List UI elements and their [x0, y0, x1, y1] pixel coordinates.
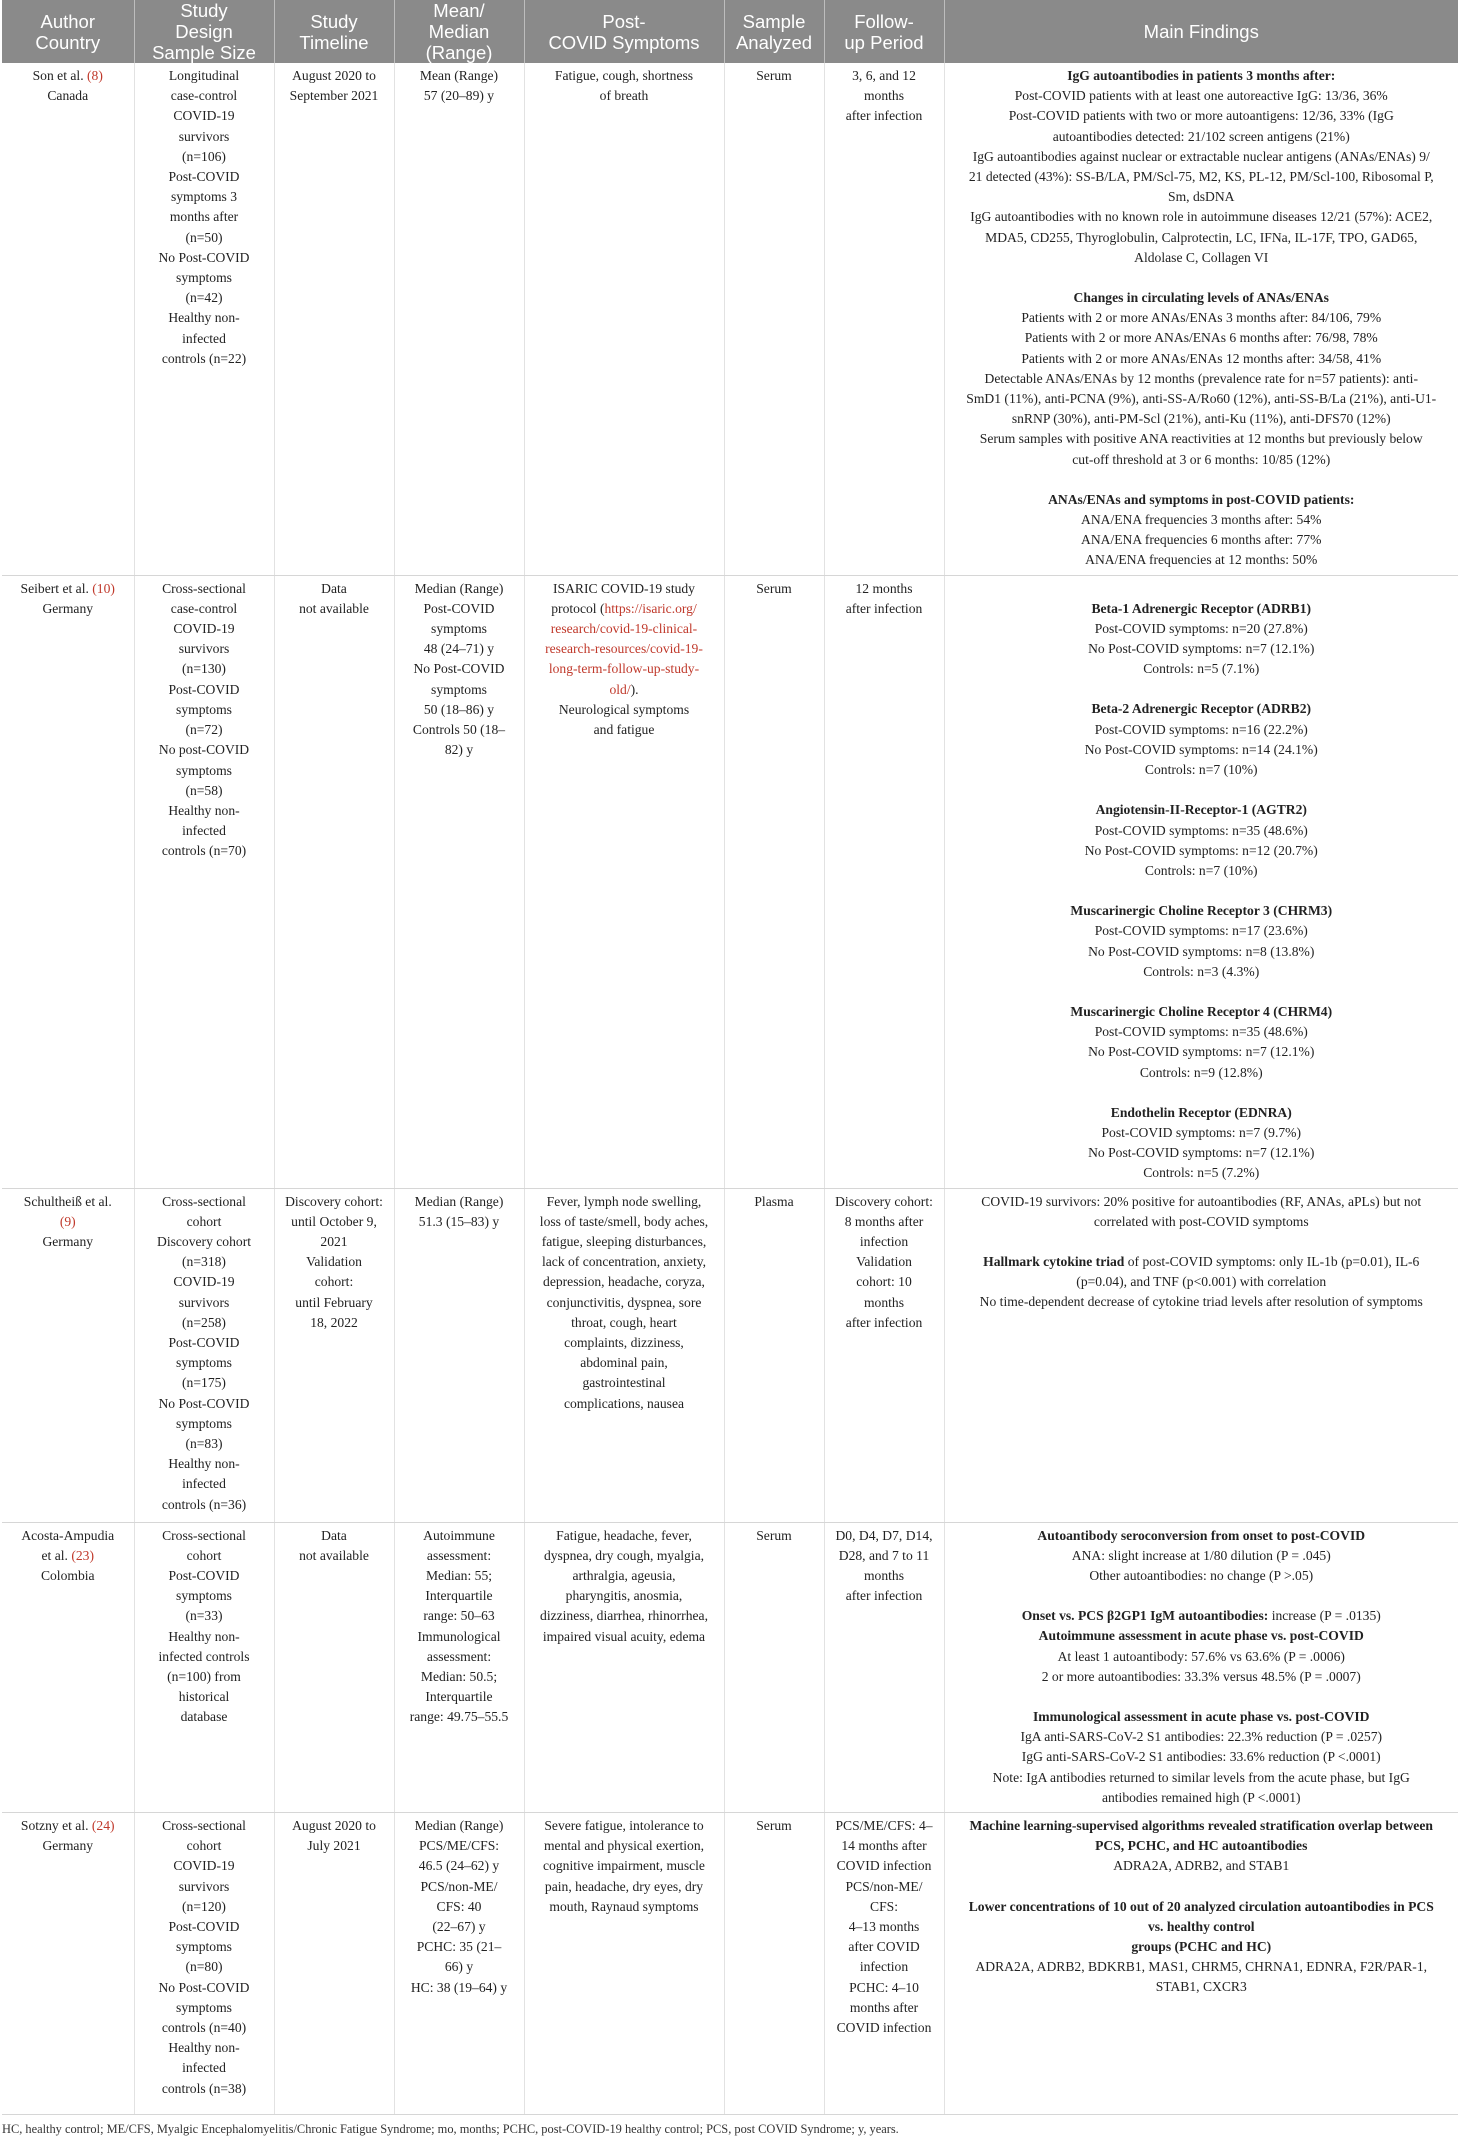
header-study-timeline: Study Timeline — [274, 0, 394, 63]
cell-sample: Serum — [724, 63, 824, 575]
cell-author — [2, 1188, 134, 1522]
cell-design: Cross-sectional cohort Post-COVID symptoms (n=33) Healthy non- infected controls (n=100) from historical database — [134, 1522, 274, 1812]
finding-text: Post-COVID symptoms: n=7 (9.7%) No Post-COVID symptoms: n=7 (12.1%) Controls: n=5 (7.2%) — [1088, 1124, 1315, 1181]
finding-heading — [950, 1606, 1454, 1626]
finding-heading: Angiotensin-II-Receptor-1 (AGTR2) — [1095, 802, 1307, 818]
cell-followup: 12 months after infection — [824, 575, 944, 1188]
finding-text: COVID-19 survivors: 20% positive for autoantibodies (RF, ANAs, aPLs) but not correlated with post-COVID symptoms — [981, 1193, 1422, 1229]
cell-sample: Serum — [724, 1812, 824, 2114]
author-name: Seibert et al. — [20, 580, 89, 596]
finding-heading: Machine learning-supervised algorithms revealed stratification overlap between PCS, PCHC, and HC autoantibodies — [969, 1817, 1433, 1854]
finding-text: ADRA2A, ADRB2, BDKRB1, MAS1, CHRM5, CHRNA1, EDNRA, F2R/PAR-1, STAB1, CXCR3 — [975, 1959, 1428, 1995]
author-country: Colombia — [40, 1567, 95, 1583]
cell-sample: Serum — [724, 1522, 824, 1812]
author-name: Son et al. — [32, 68, 84, 83]
table-row — [2, 575, 1458, 1188]
reference-link[interactable]: (24) — [91, 1817, 115, 1833]
finding-heading: Lower concentrations of 10 out of 20 analyzed circulation autoantibodies in PCS vs. healthy control groups (PCHC and HC) — [968, 1898, 1434, 1954]
cell-timeline: August 2020 to September 2021 — [274, 63, 394, 575]
cell-author — [2, 1812, 134, 2114]
cell-symptoms: Fatigue, headache, fever, dyspnea, dry cough, myalgia, arthralgia, ageusia, pharyngitis, anosmia, dizziness, diarrhea, rhinorrhea, impaired visual acuity, edema — [524, 1522, 724, 1812]
author-name: Acosta-Ampudia et al. — [21, 1527, 115, 1563]
author-country: Germany — [42, 1838, 94, 1854]
finding-text: Post-COVID symptoms: n=35 (48.6%) No Post-COVID symptoms: n=12 (20.7%) Controls: n=7 (10%) — [1084, 822, 1318, 878]
cell-findings — [944, 1188, 1458, 1522]
finding-text: Post-COVID patients with at least one autoreactive IgG: 13/36, 36% Post-COVID patients with two or more autoantigens: 12/36, 33% (IgG autoantibodies detected: 21/102 screen antigens (21%) IgG autoantibodies against nuclear or extractable nuclear antigens (ANAs/ENAs) 9/ 21 detected (43%): SS-B/LA, PM/Scl-75, M2, KS, PL-12, PM/Scl-100, Ribosomal P, Sm, dsDNA IgG autoantibodies with no known role in autoimmune diseases 12/21 (57%): ACE2, MDA5, CD255, Thyroglobulin, Calprotectin, LC, IFNa, IL-17F, TPO, GAD65, Aldolase C, Collagen VI — [968, 88, 1434, 265]
cell-design: Longitudinal case-control COVID-19 survivors (n=106) Post-COVID symptoms 3 months after (n=50) No Post-COVID symptoms (n=42) Healthy non- infected controls (n=22) — [134, 63, 274, 575]
author-country: Canada — [47, 88, 89, 104]
finding-text: ANA: slight increase at 1/80 dilution (P = .045) Other autoantibodies: no change (P >.05) — [1071, 1547, 1331, 1583]
finding-heading: Hallmark cytokine triad — [983, 1253, 1125, 1269]
finding-text: ANA/ENA frequencies 3 months after: 54% ANA/ENA frequencies 6 months after: 77% ANA/ENA frequencies at 12 months: 50% — [1081, 512, 1322, 568]
finding-heading-extra: increase (P = .0135) — [1268, 1608, 1381, 1624]
cell-author — [2, 575, 134, 1188]
finding-heading: Autoantibody seroconversion from onset to post-COVID — [1037, 1527, 1366, 1543]
cell-followup: 3, 6, and 12 months after infection — [824, 63, 944, 575]
finding-heading: Beta-2 Adrenergic Receptor (ADRB2) — [1091, 701, 1312, 717]
header-post-covid-symptoms: Post- COVID Symptoms — [524, 0, 724, 63]
cell-findings — [944, 1522, 1458, 1812]
cell-sample: Serum — [724, 575, 824, 1188]
author-country: Germany — [42, 600, 94, 616]
summary-table — [2, 0, 1458, 2115]
header-author-country: Author Country — [2, 0, 134, 63]
header-row — [2, 0, 1458, 63]
reference-link[interactable]: (10) — [92, 580, 115, 596]
cell-findings — [944, 63, 1458, 575]
finding-text: Post-COVID symptoms: n=17 (23.6%) No Post-COVID symptoms: n=8 (13.8%) Controls: n=3 (4.3%) — [1088, 923, 1315, 979]
header-follow-up-period: Follow- up Period — [824, 0, 944, 63]
finding-heading: IgG autoantibodies in patients 3 months after: — [1067, 68, 1336, 83]
cell-timeline: Data not available — [274, 575, 394, 1188]
reference-link[interactable]: (23) — [71, 1547, 94, 1563]
cell-symptoms: Fatigue, cough, shortness of breath — [524, 63, 724, 575]
cell-mean: Median (Range) Post-COVID symptoms 48 (24–71) y No Post-COVID symptoms 50 (18–86) y Controls 50 (18– 82) y — [394, 575, 524, 1188]
finding-text: IgA anti-SARS-CoV-2 S1 antibodies: 22.3% reduction (P = .0257) IgG anti-SARS-CoV-2 S1 antibodies: 33.6% reduction (P <.0001) Note: IgA antibodies returned to similar levels from the acute phase, but IgG antibodies remained high (P <.0001) — [992, 1729, 1410, 1805]
header-sample-analyzed: Sample Analyzed — [724, 0, 824, 63]
cell-design: Cross-sectional cohort Discovery cohort (n=318) COVID-19 survivors (n=258) Post-COVID symptoms (n=175) No Post-COVID symptoms (n=83) Healthy non- infected controls (n=36) — [134, 1188, 274, 1522]
cell-mean: Mean (Range) 57 (20–89) y — [394, 63, 524, 575]
finding-text: Post-COVID symptoms: n=16 (22.2%) No Post-COVID symptoms: n=14 (24.1%) Controls: n=7 (10%) — [1084, 721, 1318, 778]
symptoms-suffix: ). Neurological symptoms and fatigue — [558, 681, 690, 738]
table-row — [2, 63, 1458, 575]
cell-mean: Autoimmune assessment: Median: 55; Interquartile range: 50–63 Immunological assessment: Median: 50.5; Interquartile range: 49.75–55.5 — [394, 1522, 524, 1812]
author-name: Sotzny et al. — [20, 1817, 89, 1833]
finding-heading: Muscarinergic Choline Receptor 3 (CHRM3) — [1070, 903, 1333, 919]
table-row — [2, 1188, 1458, 1522]
finding-heading: Beta-1 Adrenergic Receptor (ADRB1) — [1091, 600, 1312, 616]
finding-text: At least 1 autoantibody: 57.6% vs 63.6% (P = .0006) 2 or more autoantibodies: 33.3% versus 48.5% (P = .0007) — [1041, 1648, 1361, 1684]
finding-detail: of post-COVID symptoms: only IL-1b (p=0.01), IL-6 (p=0.04), and TNF (p<0.001) with correlation No time-dependent decrease of cytokine triad levels after resolution of symptoms — [979, 1253, 1423, 1310]
cell-findings — [944, 575, 1458, 1188]
finding-text — [950, 1252, 1454, 1313]
cell-design: Cross-sectional case-control COVID-19 survivors (n=130) Post-COVID symptoms (n=72) No post-COVID symptoms (n=58) Healthy non- infected controls (n=70) — [134, 575, 274, 1188]
finding-heading: Immunological assessment in acute phase vs. post-COVID — [1033, 1708, 1370, 1724]
cell-timeline: August 2020 to July 2021 — [274, 1812, 394, 2114]
cell-mean: Median (Range) PCS/ME/CFS: 46.5 (24–62) y PCS/non-ME/ CFS: 40 (22–67) y PCHC: 35 (21– 66) y HC: 38 (19–64) y — [394, 1812, 524, 2114]
header-mean-median: Mean/ Median (Range) — [394, 0, 524, 63]
finding-text: ADRA2A, ADRB2, and STAB1 — [1113, 1858, 1290, 1874]
finding-text: Post-COVID symptoms: n=20 (27.8%) No Post-COVID symptoms: n=7 (12.1%) Controls: n=5 (7.1%) — [1088, 620, 1315, 677]
reference-link[interactable]: (9) — [59, 1213, 76, 1229]
cell-followup: Discovery cohort: 8 months after infection Validation cohort: 10 months after infection — [824, 1188, 944, 1522]
table-footnote: HC, healthy control; ME/CFS, Myalgic Encephalomyelitis/Chronic Fatigue Syndrome; mo, months; PCHC, post-COVID-19 healthy control; PCS, post COVID Syndrome; y, years. — [2, 2121, 899, 2136]
header-main-findings: Main Findings — [944, 0, 1458, 63]
header-study-design: Study Design Sample Size — [134, 0, 274, 63]
finding-heading: Endothelin Receptor (EDNRA) — [1110, 1104, 1292, 1120]
table-row — [2, 1522, 1458, 1812]
cell-symptoms: Fever, lymph node swelling, loss of taste/smell, body aches, fatigue, sleeping disturbances, lack of concentration, anxiety, depression, headache, coryza, conjunctivitis, dyspnea, sore throat, cough, heart complaints, dizziness, abdominal pain, gastrointestinal complications, nausea — [524, 1188, 724, 1522]
cell-sample: Plasma — [724, 1188, 824, 1522]
cell-author — [2, 1522, 134, 1812]
finding-text: Patients with 2 or more ANAs/ENAs 3 months after: 84/106, 79% Patients with 2 or more ANAs/ENAs 6 months after: 76/98, 78% Patients with 2 or more ANAs/ENAs 12 months after: 34/58, 41% Detectable ANAs/ENAs by 12 months (prevalence rate for n=57 patients): anti- SmD1 (11%), anti-PCNA (9%), anti-SS-A/Ro60 (12%), anti-SS-B/La (21%), anti-U1- snRNP (30%), anti-PM-Scl (21%), anti-Ku (11%), anti-DFS70 (12%) Serum samples with positive ANA reactivities at 12 months but previously below cut-off threshold at 3 or 6 months: 10/85 (12%) — [966, 310, 1437, 467]
cell-mean: Median (Range) 51.3 (15–83) y — [394, 1188, 524, 1522]
finding-heading: Autoimmune assessment in acute phase vs. post-COVID — [1038, 1628, 1364, 1644]
author-country: Germany — [42, 1233, 94, 1249]
finding-heading: Muscarinergic Choline Receptor 4 (CHRM4) — [1070, 1003, 1333, 1019]
symptoms-prefix: ISARIC COVID-19 study protocol ( — [551, 580, 695, 616]
author-name: Schultheiß et al. — [23, 1193, 112, 1209]
cell-design: Cross-sectional cohort COVID-19 survivors (n=120) Post-COVID symptoms (n=80) No Post-COVID symptoms controls (n=40) Healthy non- infected controls (n=38) — [134, 1812, 274, 2114]
cell-timeline: Discovery cohort: until October 9, 2021 Validation cohort: until February 18, 2022 — [274, 1188, 394, 1522]
cell-followup: PCS/ME/CFS: 4– 14 months after COVID infection PCS/non-ME/ CFS: 4–13 months after COVID infection PCHC: 4–10 months after COVID infection — [824, 1812, 944, 2114]
finding-text: Post-COVID symptoms: n=35 (48.6%) No Post-COVID symptoms: n=7 (12.1%) Controls: n=9 (12.8%) — [1088, 1024, 1315, 1080]
finding-heading: Changes in circulating levels of ANAs/ENAs — [1073, 290, 1329, 306]
reference-link[interactable]: (8) — [87, 68, 103, 83]
cell-symptoms: Severe fatigue, intolerance to mental and physical exertion, cognitive impairment, muscle pain, headache, dry eyes, dry mouth, Raynaud symptoms — [524, 1812, 724, 2114]
cell-findings — [944, 1812, 1458, 2114]
cell-symptoms — [524, 575, 724, 1188]
cell-author — [2, 63, 134, 575]
finding-heading: ANAs/ENAs and symptoms in post-COVID patients: — [1048, 491, 1355, 507]
cell-timeline: Data not available — [274, 1522, 394, 1812]
table-row — [2, 1812, 1458, 2114]
isaric-protocol-link[interactable]: https://isaric.org/ research/covid-19-clinical- research-resources/covid-19- long-term-follow-up-study- old/ — [545, 600, 703, 697]
finding-heading-bold: Onset vs. PCS β2GP1 IgM autoantibodies: — [1021, 1608, 1269, 1624]
cell-followup: D0, D4, D7, D14, D28, and 7 to 11 months after infection — [824, 1522, 944, 1812]
